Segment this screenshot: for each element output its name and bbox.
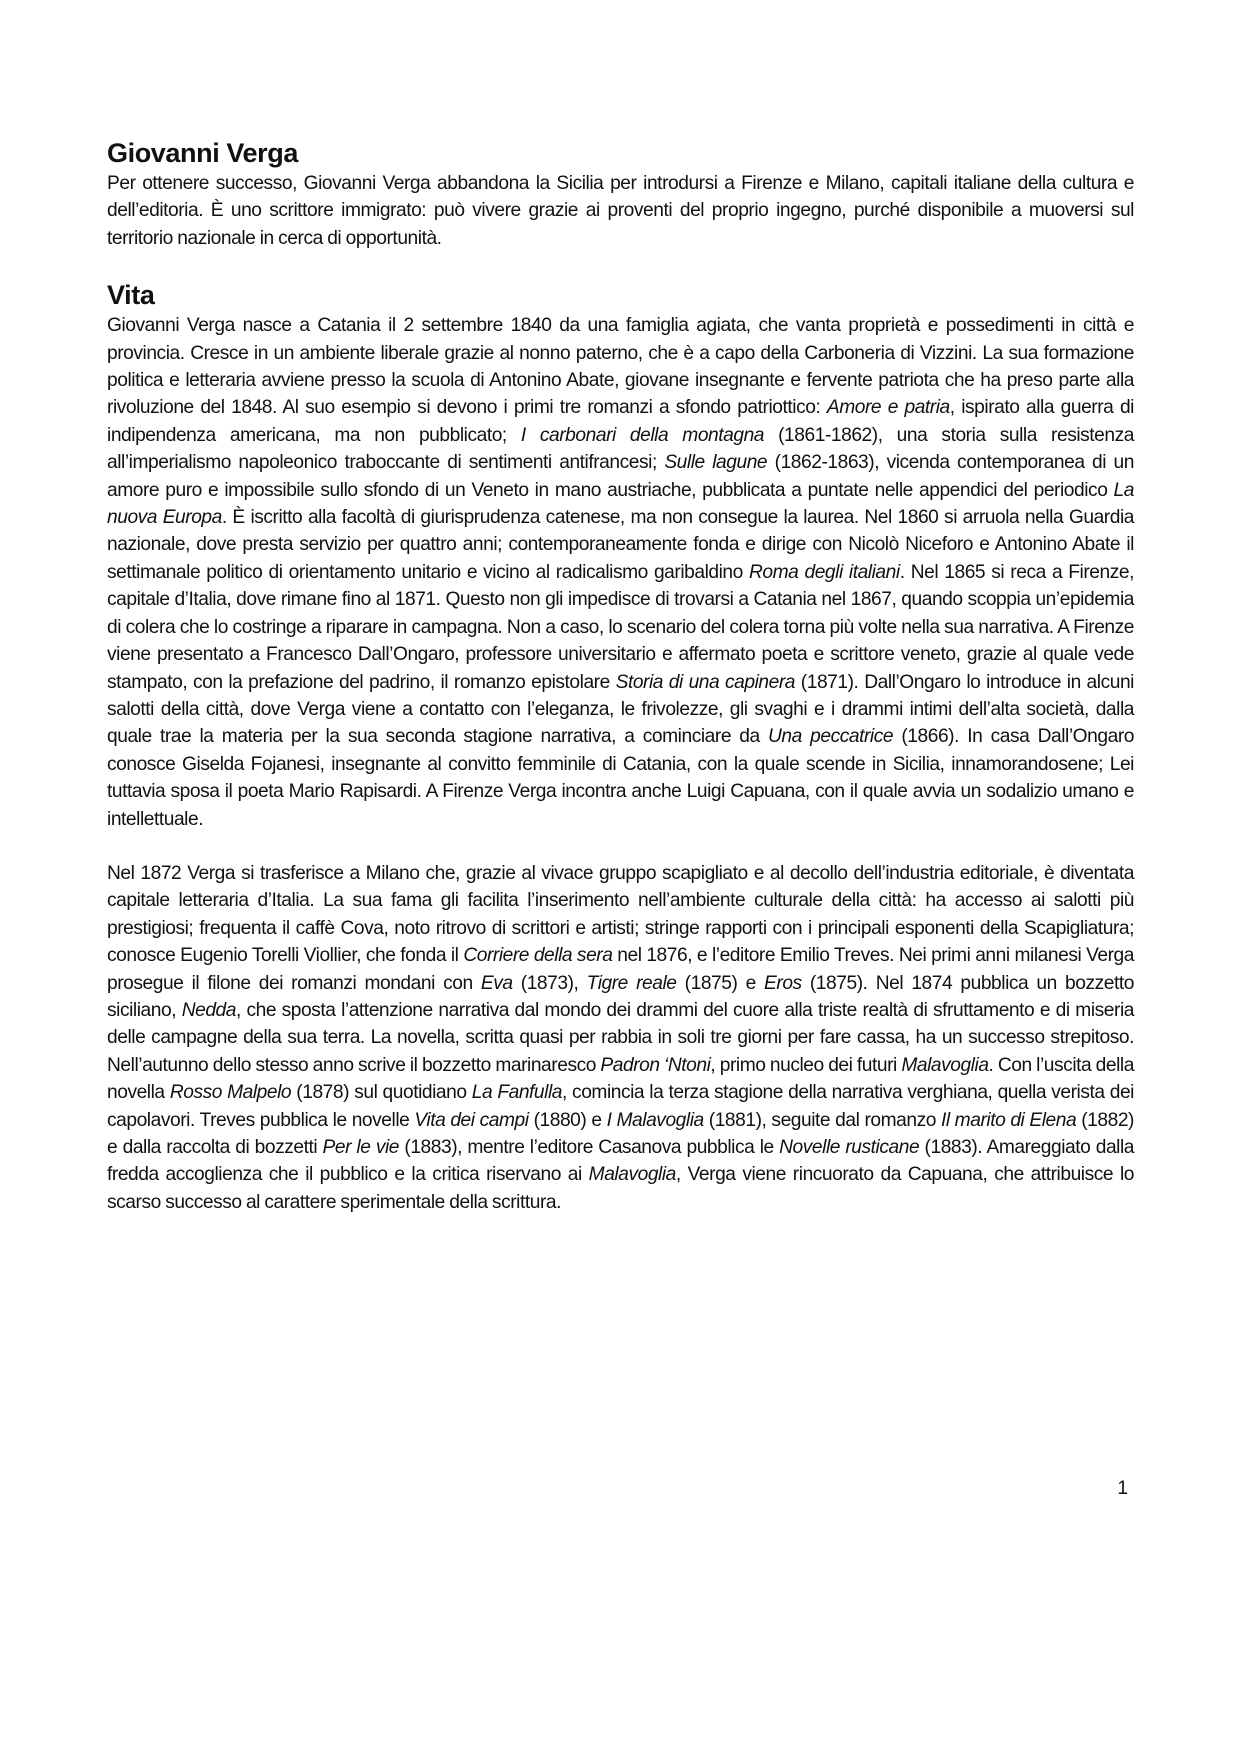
italic-title: Nedda (181, 999, 236, 1021)
italic-title: Tigre reale (586, 972, 677, 994)
text-run: (1883), mentre l’editore Casanova pubblica le (399, 1137, 780, 1158)
section-heading: Vita (107, 280, 155, 311)
text-run: (1873), (512, 972, 587, 994)
text-run: , Verga viene rincuorato da Capuana, che attribuisce lo scarso successo al carattere sperimentale della scrittura. (107, 1164, 1134, 1213)
text-run: . È iscritto alla facoltà di giurisprudenza catenese, ma non consegue la laurea. Nel 1860 si arruola nella Guardia nazionale, dove presta servizio per quattro anni; contemporaneamente fonda e dirige con Nicolò Niceforo e Antonino Abate il settimanale politico di orientamento unitario e vicino al radicalismo garibaldino (107, 507, 1134, 583)
italic-title: Eva (480, 972, 513, 994)
text-run: (1861-1862), una storia sulla resistenza all’imperialismo napoleonico traboccante di sentimenti antifrancesi; (107, 424, 1134, 474)
paragraph (107, 860, 1134, 1216)
text-run: (1882) e dalla raccolta di bozzetti (107, 1109, 1134, 1158)
text-run: . Nel 1865 si reca a Firenze, capitale d’Italia, dove rimane fino al 1871. Questo non gli impedisce di trovarsi a Catania nel 1867, quando scoppia un’epidemia di colera che lo costringe a riparare in campagna. Non a caso, lo scenario del colera torna più volte nella sua narrativa. A Firenze viene presentato a Francesco Dall’Ongaro, professore universitario e affermato poeta e scrittore veneto, grazie al quale vede stampato, con la prefazione del padrino, il romanzo epistolare (107, 561, 1134, 693)
paragraph-spacer (107, 833, 1134, 860)
text-run: , primo nucleo dei futuri (710, 1054, 902, 1076)
italic-title: Malavoglia (901, 1054, 989, 1076)
text-run: Giovanni Verga nasce a Catania il 2 settembre 1840 da una famiglia agiata, che vanta proprietà e possedimenti in città e provincia. Cresce in un ambiente liberale grazie al nonno paterno, che è a capo della Carboneria di Vizzini. La sua formazione politica e letteraria avviene presso la scuola di Antonino Abate, giovane insegnante e fervente patriota che ha preso parte alla rivoluzione del 1848. Al suo esempio si devono i primi tre romanzi a sfondo patriottico: (107, 315, 1134, 419)
italic-title: La Fanfulla (471, 1082, 563, 1104)
text-run: , che sposta l’attenzione narrativa dal mondo dei drammi del cuore alla triste realtà di sfruttamento e di miseria delle campagne della sua terra. La novella, scritta quasi per rabbia in soli tre giorni per fare cassa, ha un successo strepitoso. Nell’autunno dello stesso anno scrive il bozzetto marinaresco (107, 999, 1134, 1076)
italic-title: I carbonari della montagna (520, 424, 765, 446)
text-run: (1881), seguite dal romanzo (703, 1109, 941, 1131)
text-run: (1875). Nel 1874 pubblica un bozzetto siciliano, (107, 972, 1134, 1021)
italic-title: Padron ‘Ntoni (600, 1054, 711, 1076)
text-run: (1880) e (528, 1109, 607, 1131)
italic-title: Storia di una capinera (615, 671, 796, 693)
page-number: 1 (1117, 1478, 1128, 1499)
text-run: . Con l’uscita della novella (107, 1054, 1134, 1104)
section-heading: Giovanni Verga (107, 138, 298, 168)
italic-title: Il marito di Elena (940, 1109, 1077, 1131)
italic-title: Roma degli italiani (749, 561, 900, 583)
text-run: (1862-1863), vicenda contemporanea di un amore puro e impossibile sullo sfondo di un Veneto in mano austriache, pubblicata a puntate nelle appendici del periodico (107, 452, 1134, 501)
italic-title: Corriere della sera (463, 945, 613, 967)
italic-title: Novelle rusticane (779, 1137, 920, 1158)
italic-title: Malavoglia (588, 1164, 676, 1186)
text-run: (1871). Dall’Ongaro lo introduce in alcuni salotti della città, dove Verga viene a contatto con l’eleganza, le frivolezze, gli svaghi e i drammi intimi dell’alta società, dalla quale trae la materia per la sua seconda stagione narrativa, a cominciare da (107, 671, 1134, 748)
italic-title: Amore e patria (826, 397, 950, 419)
italic-title: Vita dei campi (414, 1109, 529, 1131)
text-run: (1875) e (676, 972, 765, 994)
italic-title: Una peccatrice (768, 726, 894, 748)
italic-title: Rosso Malpelo (169, 1082, 292, 1104)
text-run: Per ottenere successo, Giovanni Verga abbandona la Sicilia per introdursi a Firenze e Milano, capitali italiane della cultura e dell’editoria. È uno scrittore immigrato: può vivere grazie ai proventi del proprio ingegno, purché disponibile a muoversi sul territorio nazionale in cerca di opportunità. (107, 173, 1134, 249)
paragraph (107, 170, 1134, 252)
italic-title: La nuova Europa (107, 479, 1134, 529)
text-run: nel 1876, e l’editore Emilio Treves. Nei primi anni milanesi Verga prosegue il filone dei romanzi mondani con (107, 945, 1134, 994)
text-run: (1883). Amareggiato dalla fredda accoglienza che il pubblico e la critica riservano ai (107, 1137, 1135, 1186)
italic-title: Per le vie (322, 1137, 399, 1158)
text-run: Nel 1872 Verga si trasferisce a Milano che, grazie al vivace gruppo scapigliato e al decollo dell’industria editoriale, è diventata capitale letteraria d’Italia. La sua fama gli facilita l’inserimento nell’ambiente culturale della città: ha accesso ai salotti più prestigiosi; frequenta il caffè Cova, noto ritrovo di scrittori e artisti; stringe rapporti con i principali esponenti della Scapigliatura; conosce Eugenio Torelli Viollier, che fonda il (107, 862, 1134, 967)
section-intro (107, 136, 1134, 252)
text-run: (1878) sul quotidiano (291, 1082, 472, 1104)
italic-title: I Malavoglia (606, 1109, 704, 1131)
italic-title: Sulle lagune (664, 452, 768, 474)
text-run: , comincia la terza stagione della narrativa verghiana, quella verista dei capolavori. Treves pubblica le novelle (107, 1082, 1134, 1131)
text-run: (1866). In casa Dall’Ongaro conosce Giselda Fojanesi, insegnante al convitto femminile di Catania, con la quale scende in Sicilia, innamorandosene; Lei tuttavia sposa il poeta Mario Rapisardi. A Firenze Verga incontra anche Luigi Capuana, con il quale avvia un sodalizio umano e intellettuale. (107, 726, 1134, 830)
document-body (107, 136, 1134, 1216)
text-run: , ispirato alla guerra di indipendenza americana, ma non pubblicato; (107, 397, 1134, 446)
italic-title: Eros (764, 972, 802, 994)
section-vita (107, 278, 1134, 1216)
paragraph (107, 312, 1134, 833)
